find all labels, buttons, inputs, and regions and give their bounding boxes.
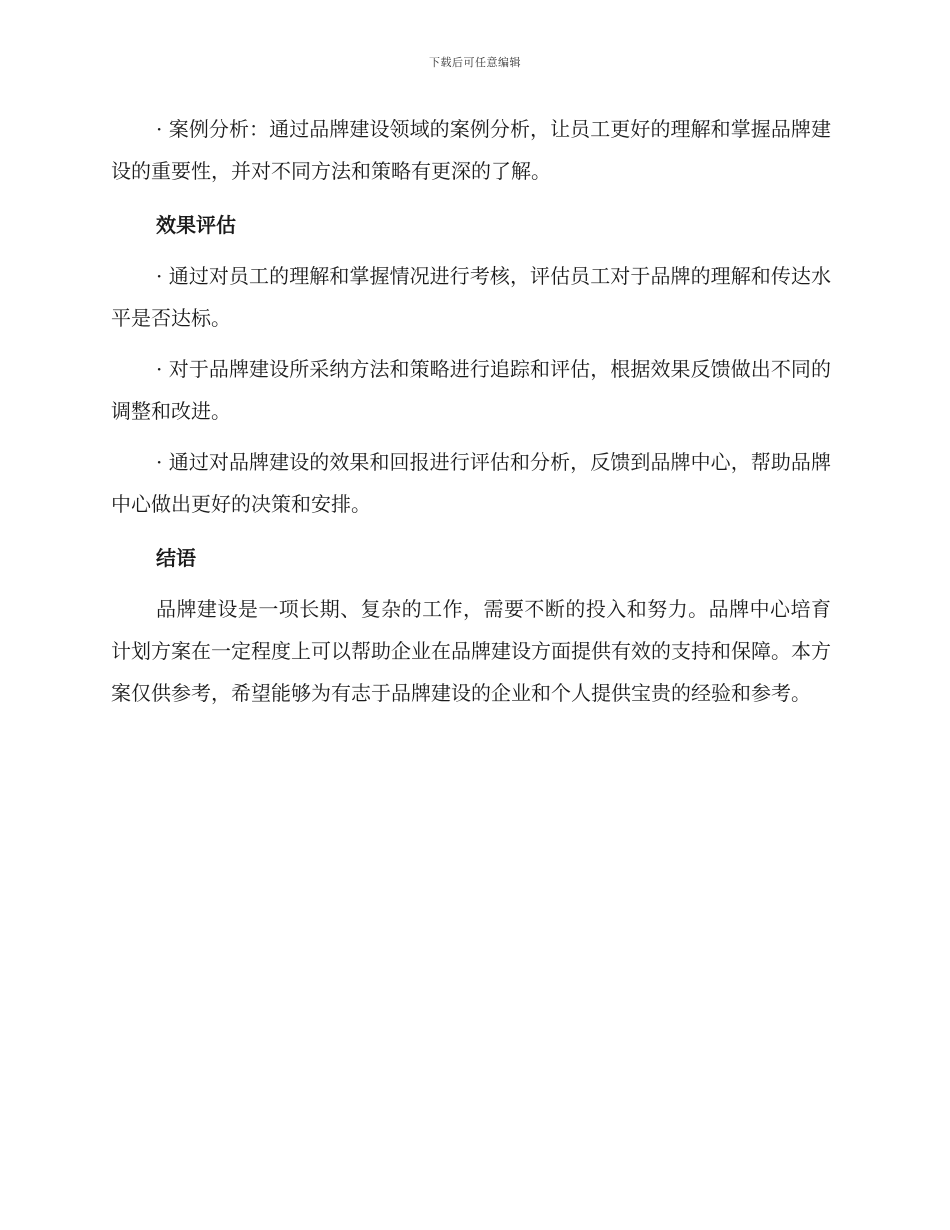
evaluation-heading: 效果评估: [156, 213, 236, 237]
case-analysis-paragraph: · 案例分析：通过品牌建设领域的案例分析，让员工更好的理解和掌握品牌建设的重要性，并对不同方法和策略有更深的了解。: [111, 117, 831, 183]
case-analysis-section: [111, 108, 831, 192]
evaluation-item-1: · 通过对员工的理解和掌握情况进行考核，评估员工对于品牌的理解和传达水平是否达标。: [111, 264, 831, 330]
conclusion-section: [111, 537, 831, 714]
conclusion-heading: 结语: [156, 546, 196, 570]
header-note: 下载后可任意编辑: [429, 56, 521, 69]
document-body: [111, 108, 831, 726]
evaluation-item-3: · 通过对品牌建设的效果和回报进行评估和分析，反馈到品牌中心，帮助品牌中心做出更好的决策和安排。: [111, 450, 831, 516]
conclusion-paragraph: 品牌建设是一项长期、复杂的工作，需要不断的投入和努力。品牌中心培育计划方案在一定程度上可以帮助企业在品牌建设方面提供有效的支持和保障。本方案仅供参考，希望能够为有志于品牌建设的企业和个人提供宝贵的经验和参考。: [111, 597, 831, 705]
evaluation-section: [111, 204, 831, 525]
evaluation-item-2: · 对于品牌建设所采纳方法和策略进行追踪和评估，根据效果反馈做出不同的调整和改进。: [111, 357, 831, 423]
